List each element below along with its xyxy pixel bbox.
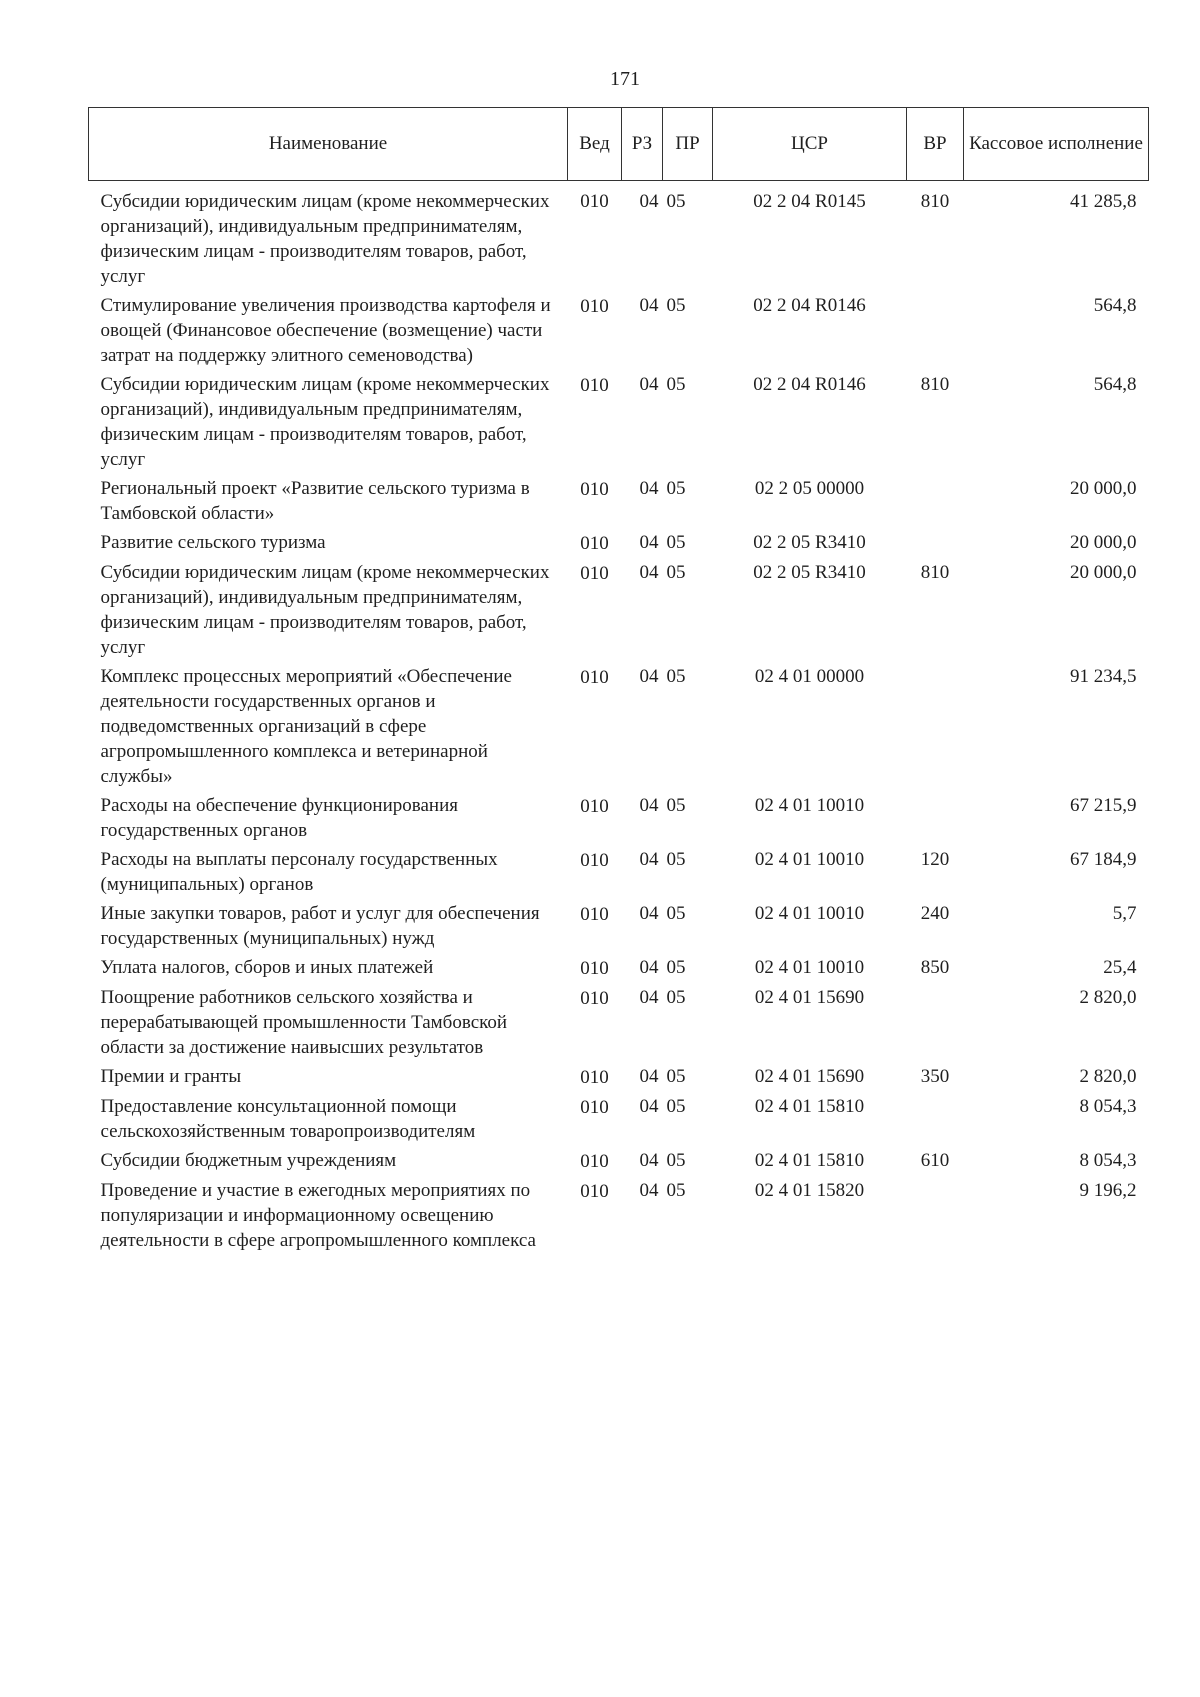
row-csr-cell: 02 4 01 15810 [754,1150,865,1171]
row-name-cell: Субсидии юридическим лицам (кроме некоммерческих организаций), индивидуальным предпринимателям, физическим лицам - производителям товаров, работ, услуг [100,191,550,287]
row-name-cell: Комплекс процессных мероприятий «Обеспечение деятельности государственных органов и подведомственных организаций в сфере агропромышленного комплекса и ветеринарной службы» [100,666,512,787]
table-row [89,1064,1149,1094]
table-row [89,293,1149,372]
row-sum-cell: 2 820,0 [1079,1066,1137,1087]
row-sum-cell: 564,8 [1093,295,1137,316]
row-vr-cell [907,1094,964,1148]
row-pr-cell: 05 [666,295,686,316]
table-row [89,476,1149,530]
row-sum-cell: 9 196,2 [1079,1180,1137,1201]
row-sum-cell: 5,7 [1112,903,1137,924]
row-pr-cell: 05 [666,903,686,924]
row-pr-cell: 05 [666,191,686,212]
row-pr-cell: 05 [666,562,686,583]
header-pr: ПР [663,108,713,181]
row-vr-cell [907,293,964,372]
header-ved: Вед [568,108,622,181]
table-row [89,847,1149,901]
row-name-cell: Иные закупки товаров, работ и услуг для обеспечения государственных (муниципальных) нужд [100,903,540,949]
row-pr-cell: 05 [666,1180,686,1201]
table-row [89,372,1149,476]
row-rz-cell: 04 [639,1096,659,1117]
row-pr-cell: 05 [666,478,686,499]
row-name-cell: Субсидии бюджетным учреждениям [100,1150,397,1171]
row-ved-cell: 010 [580,988,609,1009]
row-vr-cell [907,476,964,530]
row-sum-cell: 564,8 [1093,374,1137,395]
row-sum-cell: 67 184,9 [1070,849,1137,870]
row-name-cell: Премии и гранты [100,1066,242,1087]
row-csr-cell: 02 2 04 R0146 [753,374,866,395]
row-ved-cell: 010 [580,479,609,500]
row-csr-cell: 02 2 04 R0146 [753,295,866,316]
row-name-cell: Проведение и участие в ежегодных мероприятиях по популяризации и информационному освещению деятельности в сфере агропромышленного комплекса [100,1180,536,1251]
row-sum-cell: 25,4 [1103,957,1137,978]
row-rz-cell: 04 [639,532,659,553]
row-rz-cell: 04 [639,1066,659,1087]
row-sum-cell: 20 000,0 [1070,532,1137,553]
row-ved-cell: 010 [580,667,609,688]
row-rz-cell: 04 [639,295,659,316]
table-header [89,108,1149,181]
row-rz-cell: 04 [639,795,659,816]
row-ved-cell: 010 [580,533,609,554]
row-ved-cell: 010 [580,1181,609,1202]
table-row [89,664,1149,793]
row-rz-cell: 04 [639,903,659,924]
row-csr-cell: 02 4 01 10010 [754,849,865,870]
row-pr-cell: 05 [666,532,686,553]
row-ved-cell: 010 [580,296,609,317]
row-csr-cell: 02 4 01 15690 [754,987,865,1008]
row-pr-cell: 05 [666,849,686,870]
row-vr-cell: 850 [920,957,950,978]
row-rz-cell: 04 [639,1180,659,1201]
row-name-cell: Уплата налогов, сборов и иных платежей [100,957,434,978]
row-rz-cell: 04 [639,191,659,212]
header-row [89,108,1149,181]
row-rz-cell: 04 [639,1150,659,1171]
header-rz: РЗ [622,108,663,181]
row-vr-cell: 120 [920,849,950,870]
row-name-cell: Предоставление консультационной помощи сельскохозяйственным товаропроизводителям [100,1096,476,1142]
row-vr-cell [907,793,964,847]
row-pr-cell: 05 [666,1150,686,1171]
table-row [89,560,1149,664]
row-csr-cell: 02 4 01 10010 [754,957,865,978]
row-ved-cell: 010 [580,191,609,212]
row-name-cell: Субсидии юридическим лицам (кроме некоммерческих организаций), индивидуальным предпринимателям, физическим лицам - производителям товаров, работ, услуг [100,374,550,470]
row-csr-cell: 02 2 05 R3410 [753,532,866,553]
row-vr-cell: 610 [920,1150,950,1171]
table-row [89,985,1149,1064]
row-name-cell: Поощрение работников сельского хозяйства и перерабатывающей промышленности Тамбовской области за достижение наивысших результатов [100,987,508,1058]
table-row [89,181,1149,294]
row-pr-cell: 05 [666,795,686,816]
row-rz-cell: 04 [639,987,659,1008]
row-ved-cell: 010 [580,1097,609,1118]
table-row [89,1094,1149,1148]
row-pr-cell: 05 [666,1066,686,1087]
row-sum-cell: 41 285,8 [1070,191,1137,212]
row-csr-cell: 02 2 04 R0145 [753,191,866,212]
row-sum-cell: 91 234,5 [1070,666,1137,687]
header-csr: ЦСР [713,108,907,181]
row-csr-cell: 02 2 05 R3410 [753,562,866,583]
table-row [89,955,1149,985]
row-vr-cell: 810 [920,191,950,212]
table-row [89,1178,1149,1257]
row-rz-cell: 04 [639,957,659,978]
row-rz-cell: 04 [639,562,659,583]
row-sum-cell: 8 054,3 [1079,1150,1137,1171]
table-body [89,181,1149,1258]
row-sum-cell: 8 054,3 [1079,1096,1137,1117]
row-csr-cell: 02 2 05 00000 [754,478,865,499]
row-name-cell: Развитие сельского туризма [100,532,326,553]
row-ved-cell: 010 [580,958,609,979]
row-ved-cell: 010 [580,563,609,584]
row-csr-cell: 02 4 01 15810 [754,1096,865,1117]
row-rz-cell: 04 [639,478,659,499]
row-pr-cell: 05 [666,1096,686,1117]
row-ved-cell: 010 [580,904,609,925]
row-name-cell: Расходы на обеспечение функционирования государственных органов [100,795,458,841]
row-vr-cell: 810 [920,562,950,583]
row-rz-cell: 04 [639,374,659,395]
row-ved-cell: 010 [580,796,609,817]
row-vr-cell: 810 [920,374,950,395]
row-vr-cell: 240 [920,903,950,924]
page-number: 171 [610,68,640,90]
row-vr-cell: 350 [920,1066,950,1087]
row-pr-cell: 05 [666,374,686,395]
budget-table [88,107,1149,1257]
table-row [89,793,1149,847]
row-vr-cell [907,1178,964,1257]
row-pr-cell: 05 [666,957,686,978]
row-name-cell: Стимулирование увеличения производства картофеля и овощей (Финансовое обеспечение (возмещение) части затрат на поддержку элитного семеноводства) [100,295,551,366]
row-pr-cell: 05 [666,666,686,687]
row-ved-cell: 010 [580,375,609,396]
row-name-cell: Региональный проект «Развитие сельского туризма в Тамбовской области» [100,478,530,524]
row-name-cell: Расходы на выплаты персоналу государственных (муниципальных) органов [100,849,498,895]
row-sum-cell: 20 000,0 [1070,478,1137,499]
row-csr-cell: 02 4 01 10010 [754,795,865,816]
row-csr-cell: 02 4 01 10010 [754,903,865,924]
header-name: Наименование [89,108,568,181]
row-sum-cell: 67 215,9 [1070,795,1137,816]
row-csr-cell: 02 4 01 15690 [754,1066,865,1087]
header-vr: ВР [907,108,964,181]
table-row [89,1148,1149,1178]
row-ved-cell: 010 [580,1151,609,1172]
row-pr-cell: 05 [666,987,686,1008]
header-sum: Кассовое исполнение [964,108,1149,181]
table-row [89,901,1149,955]
row-sum-cell: 2 820,0 [1079,987,1137,1008]
row-rz-cell: 04 [639,666,659,687]
row-ved-cell: 010 [580,850,609,871]
row-sum-cell: 20 000,0 [1070,562,1137,583]
table-row [89,530,1149,560]
row-csr-cell: 02 4 01 15820 [754,1180,865,1201]
row-vr-cell [907,664,964,793]
row-name-cell: Субсидии юридическим лицам (кроме некоммерческих организаций), индивидуальным предпринимателям, физическим лицам - производителям товаров, работ, услуг [100,562,550,658]
row-ved-cell: 010 [580,1067,609,1088]
row-vr-cell [907,985,964,1064]
row-vr-cell [907,530,964,560]
row-csr-cell: 02 4 01 00000 [754,666,865,687]
row-rz-cell: 04 [639,849,659,870]
